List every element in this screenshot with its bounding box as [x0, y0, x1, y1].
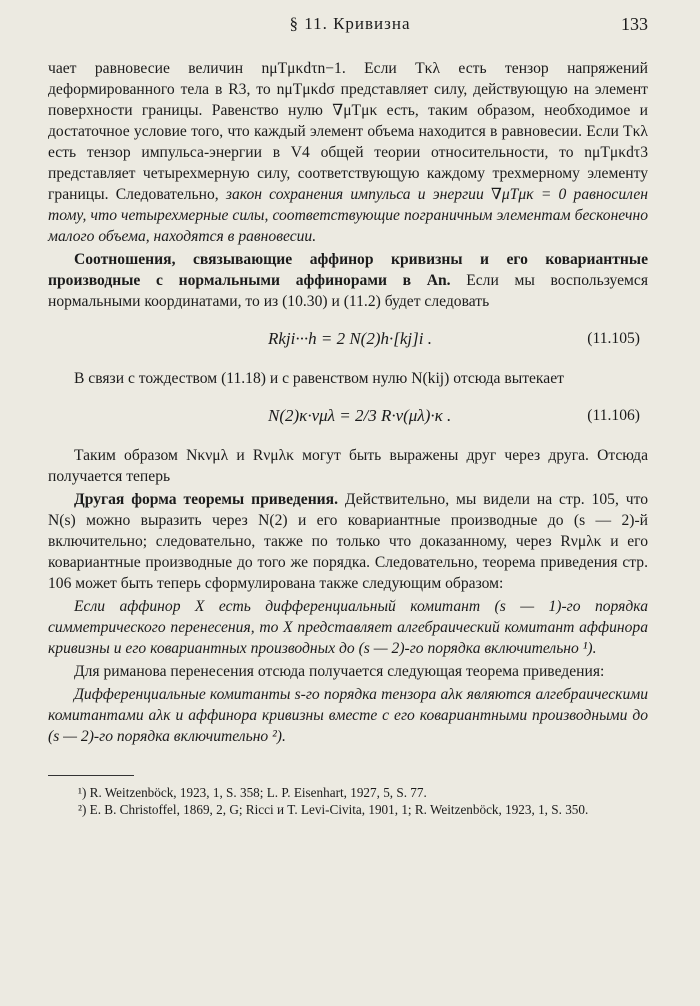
page-number: 133 [621, 14, 648, 34]
footnote-rule [48, 775, 134, 776]
footnote: ¹) R. Weitzenböck, 1923, 1, S. 358; L. P. Eisenhart, 1927, 5, S. 77. [78, 785, 427, 800]
section-title: § 11. Кривизна [289, 14, 411, 33]
equation-expression: Rkji···h = 2 N(2)h·[kj]i . [268, 329, 432, 348]
run-in-heading: Другая форма теоремы приведения. [74, 491, 339, 508]
running-header [0, 14, 700, 40]
paragraph: Для риманова перенесения отсюда получается следующая теорема приведения: [74, 663, 605, 680]
paragraph: В связи с тождеством (11.18) и с равенством нулю N(kij) отсюда вытекает [74, 370, 564, 387]
footnote: ²) E. B. Christoffel, 1869, 2, G; Ricci и T. Levi-Civita, 1901, 1; R. Weitzenböck, 1923, 1, S. 350. [78, 802, 589, 817]
paragraph-text: Если мы воспользуемся нормальными координатами, то из (10.30) и (11.2) будет следовать [48, 272, 649, 310]
theorem-statement: Если аффинор X есть дифференциальный комитант (s — 1)-го порядка симметрического перенесения, то X представляет алгебраический комитант аффинора кривизны и его ковариантных производных до (s — 2)-го порядка включительно ¹). [48, 598, 648, 657]
equation-number: (11.106) [587, 407, 640, 424]
paragraph [48, 58, 648, 247]
run-in-heading: Соотношения, связывающие аффинор кривизны и его ковариантные производные с нормальными аффинорами в An. [48, 251, 648, 289]
paragraph: Таким образом Nκνμλ и Rνμλκ могут быть выражены друг через друга. Отсюда получается теперь [48, 447, 648, 485]
paragraph-text: чает равновесие величин nμTμκdτn−1. Если Tκλ есть тензор напряжений деформированного тела в R3, то nμTμκdσ представляет силу, действующую на элемент поверхности границы. Равенство нулю ∇μTμκ есть, таким образом, необходимое и достаточное условие того, что каждый элемент объема находится в равновесии. Если Tκλ есть тензор импульса-энергии в V4 общей теории относительности, то nμTμκdτ3 представляет четырехмерную силу, соответствующую каждому трехмерному элементу границы. Следовательно, [48, 60, 648, 203]
law-statement: закон сохранения импульса и энергии ∇μTμκ = 0 равносилен тому, что четырехмерные силы, соответствующие пограничным элементам бесконечно малого объема, находятся в равновесии. [48, 186, 648, 245]
paragraph-text: Действительно, мы видели на стр. 105, что N(s) можно выразить через N(2) и его ковариантные производные до (s — 2)-й включительно; следовательно, также по только что доказанному, через Rνμλκ и его ковариантные производные до того же порядка. Следовательно, теорема приведения стр. 106 может быть теперь сформулирована также следующим образом: [48, 491, 648, 592]
equation [48, 395, 648, 439]
equation [48, 318, 648, 362]
page-body [48, 58, 648, 818]
equation-expression: N(2)κ·νμλ = 2/3 R·ν(μλ)·κ . [268, 406, 452, 425]
equation-number: (11.105) [587, 330, 640, 347]
paragraph [48, 489, 648, 594]
theorem-statement: Дифференциальные комитанты s-го порядка тензора aλκ являются алгебраическими комитантами aλκ и аффинора кривизны вместе с его ковариантными производными до (s — 2)-го порядка включительно ²). [48, 686, 648, 745]
paragraph [48, 249, 648, 312]
